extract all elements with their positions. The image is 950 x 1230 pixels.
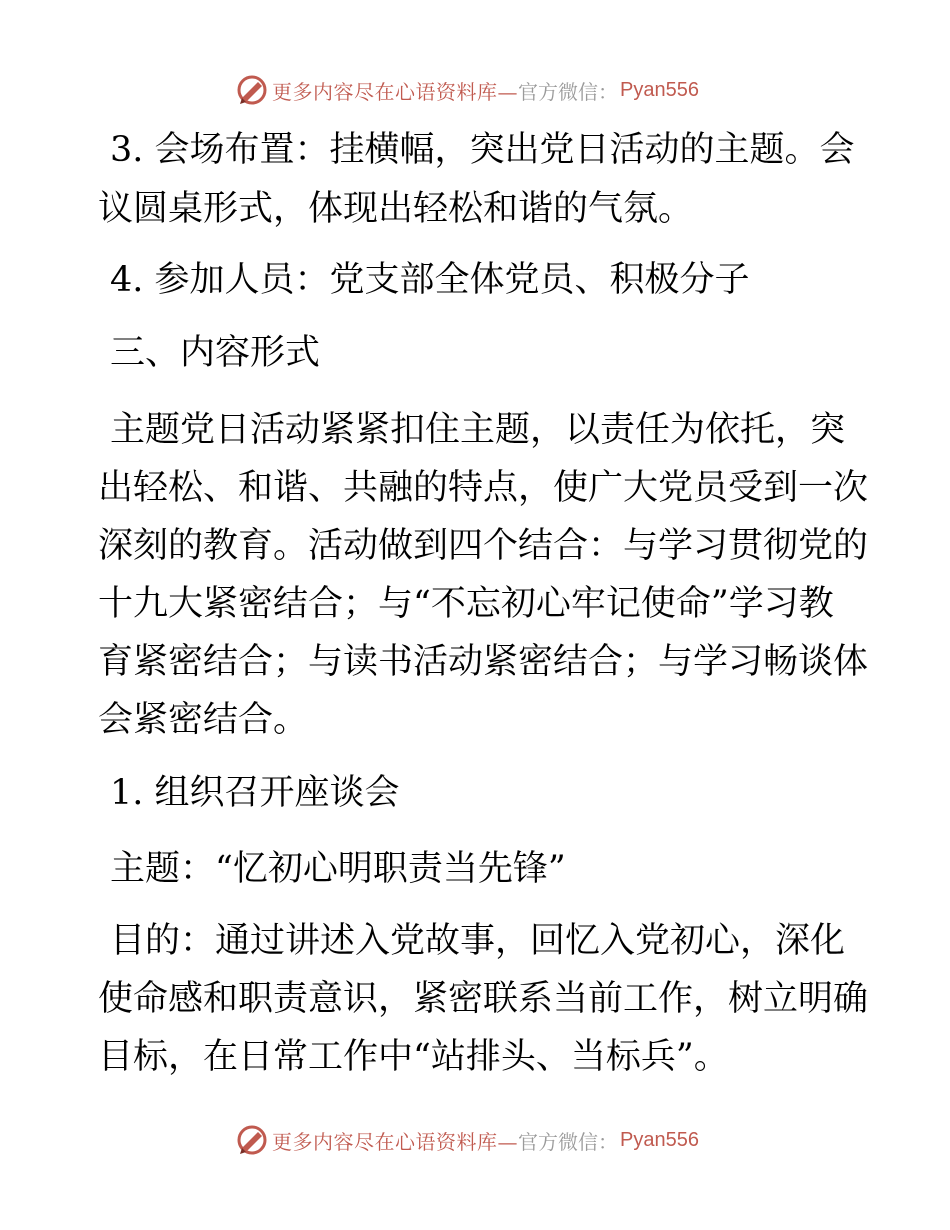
body-line: 3. 会场布置：挂横幅，突出党日活动的主题。会 bbox=[110, 130, 855, 170]
body-line: 深刻的教育。活动做到四个结合：与学习贯彻党的 bbox=[98, 526, 869, 566]
body-line: 4. 参加人员：党支部全体党员、积极分子 bbox=[110, 260, 750, 300]
watermark-header bbox=[236, 73, 699, 107]
body-line: 目标，在日常工作中“站排头、当标兵”。 bbox=[98, 1037, 729, 1077]
body-line: 目的：通过讲述入党故事，回忆入党初心，深化 bbox=[110, 921, 846, 961]
watermark-text: 更多内容尽在心语资料库— bbox=[272, 79, 518, 104]
watermark-footer bbox=[236, 1123, 699, 1157]
watermark-wechat-label: 官方微信： bbox=[518, 79, 618, 104]
section-heading: 三、内容形式 bbox=[110, 333, 321, 373]
body-line: 十九大紧密结合；与“不忘初心牢记使命”学习教 bbox=[98, 584, 834, 624]
watermark-wechat-label: 官方微信： bbox=[518, 1129, 618, 1154]
body-line: 会紧密结合。 bbox=[98, 700, 309, 740]
body-line: 1. 组织召开座谈会 bbox=[110, 773, 400, 813]
watermark-text: 更多内容尽在心语资料库— bbox=[272, 1129, 518, 1154]
pen-logo-icon bbox=[236, 1124, 268, 1156]
pen-logo-icon bbox=[236, 74, 268, 106]
body-line: 育紧密结合；与读书活动紧密结合；与学习畅谈体 bbox=[98, 642, 869, 682]
watermark-wechat-id: Pyan556 bbox=[620, 78, 699, 101]
body-line: 出轻松、和谐、共融的特点，使广大党员受到一次 bbox=[98, 468, 869, 508]
watermark-wechat-id: Pyan556 bbox=[620, 1128, 699, 1151]
body-line: 议圆桌形式，体现出轻松和谐的气氛。 bbox=[98, 189, 694, 229]
body-line: 主题：“忆初心明职责当先锋” bbox=[110, 849, 566, 889]
body-line: 使命感和职责意识，紧密联系当前工作，树立明确 bbox=[98, 979, 869, 1019]
body-line: 主题党日活动紧紧扣住主题，以责任为依托，突 bbox=[110, 410, 846, 450]
